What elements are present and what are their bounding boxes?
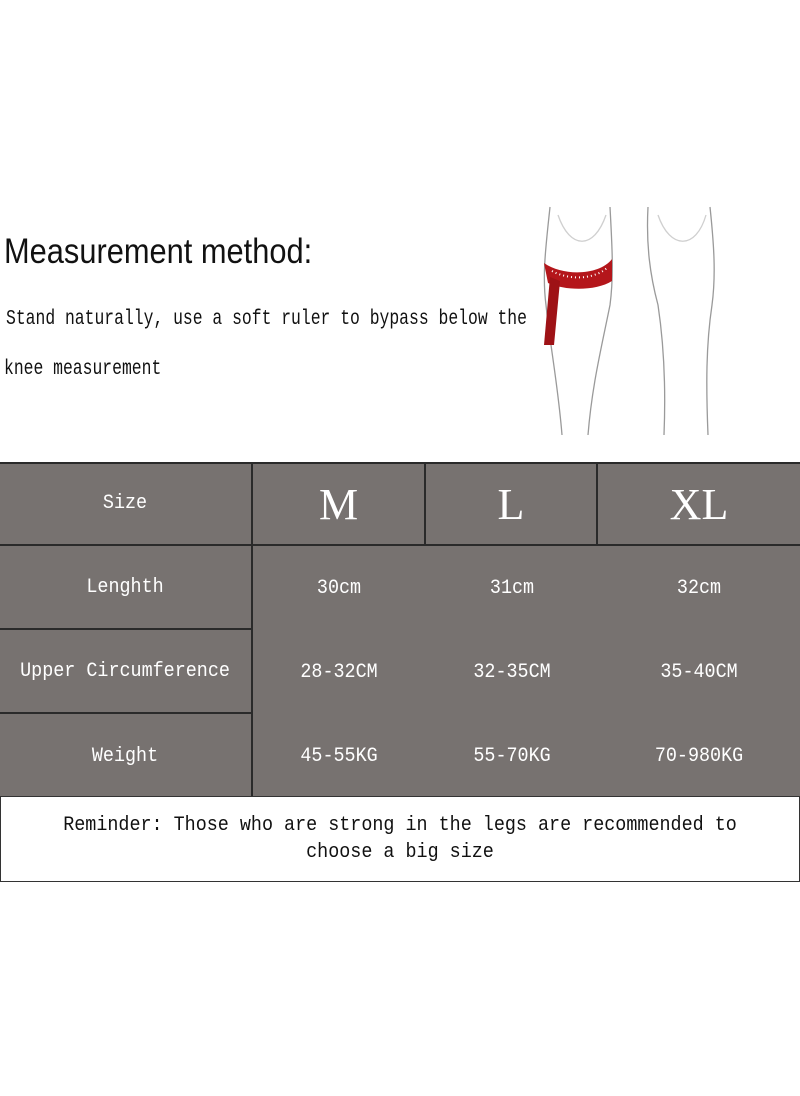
instruction-line-1: Stand naturally, use a soft ruler to bypass below the — [6, 308, 527, 331]
weight-xl-value: 70-980KG — [654, 744, 744, 768]
instruction-line-2: knee measurement — [4, 358, 162, 381]
reminder-text: Reminder: Those who are strong in the legs are recommended to choose a big size — [63, 814, 737, 864]
measurement-title: Measurement method: — [4, 232, 313, 271]
legs-measuring-illustration — [530, 205, 720, 437]
size-l-header: L — [426, 462, 598, 546]
table-row — [0, 546, 800, 630]
weight-m-value: 45-55KG — [300, 744, 379, 768]
table-header-row — [0, 462, 800, 546]
length-l-value: 31cm — [489, 576, 535, 600]
row-label-cell — [0, 546, 253, 630]
size-label-cell — [0, 462, 253, 546]
length-label: Lenghth — [86, 575, 165, 599]
weight-label: Weight — [92, 744, 159, 768]
circumference-l-value: 32-35CM — [473, 660, 551, 684]
length-xl-value: 32cm — [676, 576, 722, 600]
size-m-header: M — [253, 462, 426, 546]
measuring-tape-icon — [544, 259, 612, 345]
circumference-label: Upper Circumference — [20, 659, 231, 683]
size-label: Size — [103, 491, 148, 515]
table-top-border — [0, 462, 800, 464]
table-row — [0, 630, 800, 714]
circumference-m-value: 28-32CM — [300, 660, 379, 684]
length-m-value: 30cm — [317, 576, 362, 600]
weight-l-value: 55-70KG — [473, 744, 551, 768]
header-divider — [253, 544, 800, 546]
reminder-box — [0, 796, 800, 882]
row-label-cell — [0, 714, 253, 798]
size-xl-header: XL — [598, 462, 800, 546]
circumference-xl-value: 35-40CM — [660, 660, 738, 684]
table-row — [0, 714, 800, 798]
row-label-cell — [0, 630, 253, 714]
